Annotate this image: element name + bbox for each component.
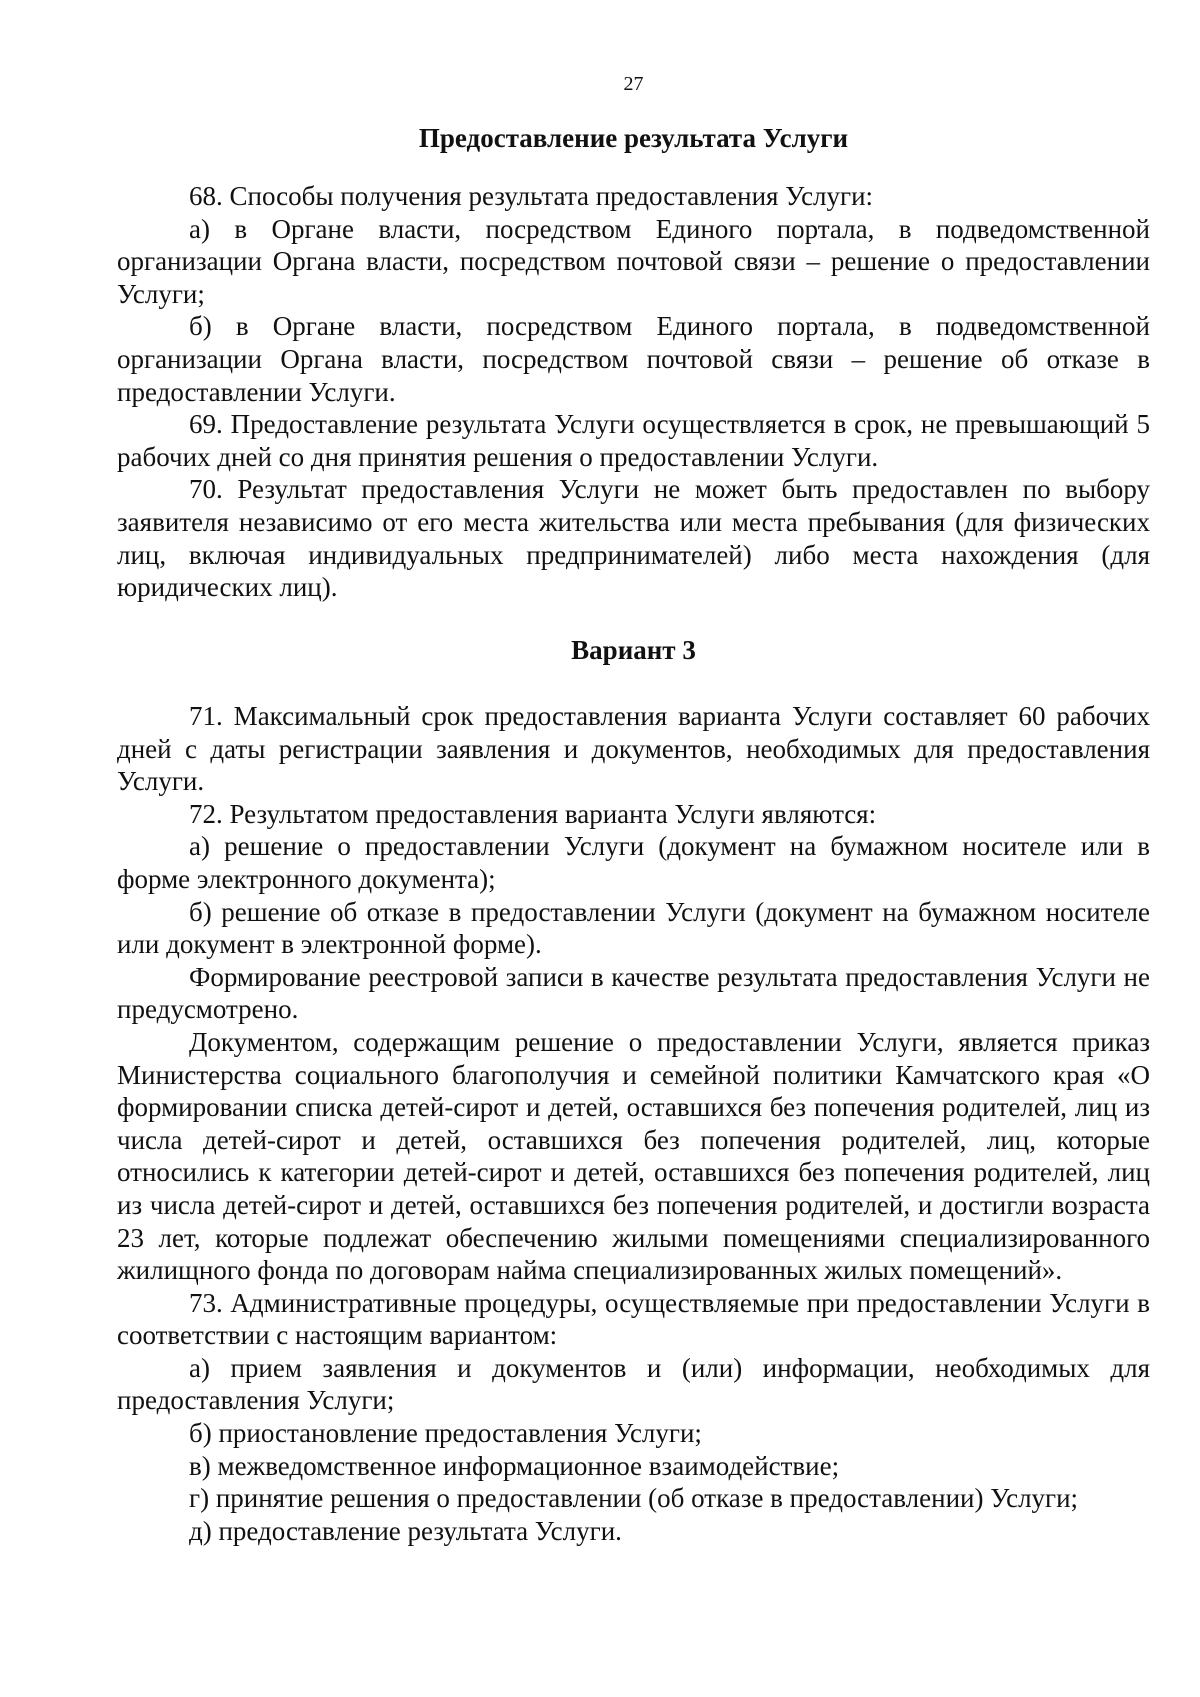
- paragraph-72: 72. Результатом предоставления варианта Услуги являются:: [189, 798, 877, 829]
- paragraph-71: 71. Максимальный срок предоставления варианта Услуги составляет 60 рабочих дней с даты регистрации заявления и документов, необходимых для предоставления Услуги.: [117, 701, 1150, 797]
- page-number: 27: [623, 73, 644, 95]
- paragraph-73-d: д) предоставление результата Услуги.: [189, 1515, 622, 1546]
- paragraph-70: 70. Результат предоставления Услуги не может быть предоставлен по выбору заявителя независимо от его места жительства или места пребывания (для физических лиц, включая индивидуальных предпринимателей) либо места нахождения (для юридических лиц).: [117, 474, 1150, 603]
- paragraph-decision-document: Документом, содержащим решение о предоставлении Услуги, является приказ Министерства социального благополучия и семейной политики Камчатского края «О формировании списка детей-сирот и детей, оставшихся без попечения родителей, лиц из числа детей-сирот и детей, оставшихся без попечения родителей, лиц, которые относились к категории детей-сирот и детей, оставшихся без попечения родителей, лиц из числа детей-сирот и детей, оставшихся без попечения родителей, и достигли возраста 23 лет, которые подлежат обеспечению жилыми помещениями специализированного жилищного фонда по договорам найма специализированных жилых помещений».: [117, 1026, 1150, 1286]
- paragraph-73-v: в) межведомственное информационное взаимодействие;: [189, 1450, 840, 1481]
- section-heading-result: Предоставление результата Услуги: [418, 123, 849, 153]
- section-heading-variant: Вариант 3: [571, 635, 696, 665]
- paragraph-73: 73. Административные процедуры, осуществляемые при предоставлении Услуги в соответствии с настоящим вариантом:: [117, 1287, 1150, 1351]
- section-body-variant: [117, 700, 1150, 1547]
- paragraph-73-a: а) прием заявления и документов и (или) информации, необходимых для предоставления Услуги;: [117, 1352, 1150, 1416]
- paragraph-69: 69. Предоставление результата Услуги осуществляется в срок, не превышающий 5 рабочих дней со дня принятия решения о предоставлении Услуги.: [117, 409, 1150, 472]
- paragraph-72-b: б) решение об отказе в предоставлении Услуги (документ на бумажном носителе или документ в электронной форме).: [117, 896, 1150, 960]
- paragraph-68-b: б) в Органе власти, посредством Единого портала, в подведомственной организации Органа власти, посредством почтовой связи – решение об отказе в предоставлении Услуги.: [117, 311, 1150, 407]
- paragraph-72-a: а) решение о предоставлении Услуги (документ на бумажном носителе или в форме электронного документа);: [117, 831, 1150, 894]
- paragraph-registry-note: Формирование реестровой записи в качестве результата предоставления Услуги не предусмотрено.: [117, 961, 1150, 1025]
- paragraph-73-b: б) приостановление предоставления Услуги;: [189, 1418, 702, 1449]
- paragraph-68-a: а) в Органе власти, посредством Единого портала, в подведомственной организации Органа власти, посредством почтовой связи – решение о предоставлении Услуги;: [117, 213, 1150, 309]
- paragraph-68: 68. Способы получения результата предоставления Услуги:: [189, 181, 874, 211]
- paragraph-73-g: г) принятие решения о предоставлении (об отказе в предоставлении) Услуги;: [189, 1483, 1079, 1514]
- section-body-result: [117, 180, 1150, 604]
